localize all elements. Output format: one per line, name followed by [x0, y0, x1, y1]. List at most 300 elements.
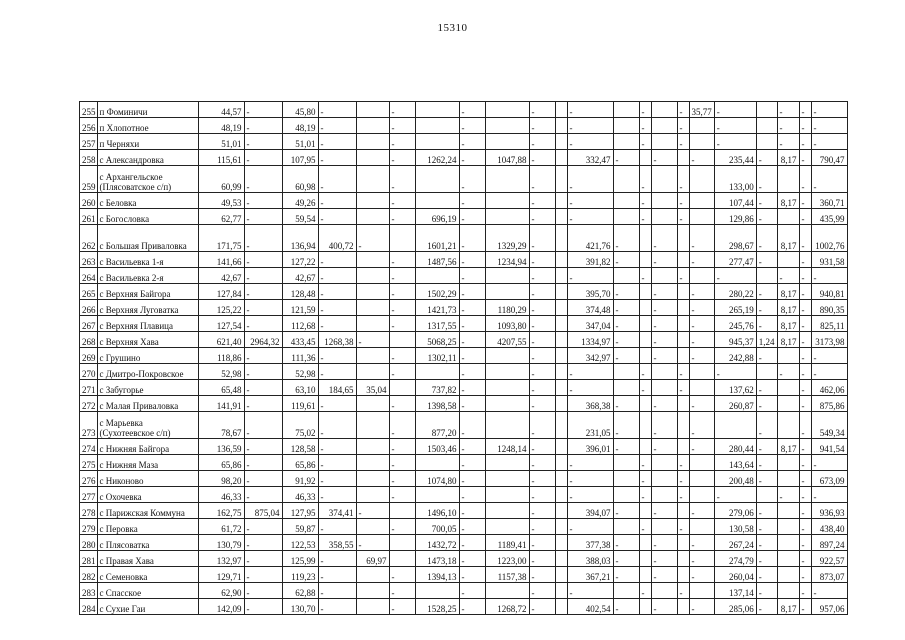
- settlement-name: с Верхняя Хава: [97, 332, 198, 348]
- value-cell: [651, 268, 677, 284]
- value-cell: 129,86: [714, 209, 756, 225]
- value-cell: 1234,94: [485, 252, 529, 268]
- value-cell: [555, 583, 567, 599]
- value-cell: -: [756, 166, 777, 193]
- value-cell: 46,33: [198, 487, 244, 503]
- value-cell: 128,58: [282, 439, 318, 455]
- value-cell: [555, 209, 567, 225]
- value-cell: [555, 503, 567, 519]
- value-cell: [485, 471, 529, 487]
- value-cell: -: [529, 380, 555, 396]
- value-cell: -: [799, 166, 811, 193]
- table-row: [80, 316, 848, 332]
- value-cell: -: [529, 396, 555, 412]
- value-cell: [613, 583, 639, 599]
- settlement-name: с Большая Приваловка: [97, 225, 198, 252]
- value-cell: -: [389, 519, 415, 535]
- settlement-name: с Малая Приваловка: [97, 396, 198, 412]
- value-cell: 127,54: [198, 316, 244, 332]
- value-cell: -: [677, 209, 689, 225]
- value-cell: [689, 583, 714, 599]
- value-cell: -: [689, 567, 714, 583]
- settlement-name: с Архангельское (Плясоватское с/п): [97, 166, 198, 193]
- value-cell: -: [318, 551, 356, 567]
- value-cell: -: [756, 300, 777, 316]
- value-cell: -: [389, 316, 415, 332]
- value-cell: -: [689, 412, 714, 439]
- value-cell: -: [613, 316, 639, 332]
- value-cell: -: [714, 487, 756, 503]
- value-cell: -: [389, 471, 415, 487]
- value-cell: [485, 519, 529, 535]
- value-cell: -: [651, 503, 677, 519]
- value-cell: -: [799, 455, 811, 471]
- value-cell: [677, 252, 689, 268]
- value-cell: -: [613, 150, 639, 166]
- value-cell: 3173,98: [811, 332, 847, 348]
- table-row: [80, 134, 848, 150]
- value-cell: -: [799, 583, 811, 599]
- value-cell: 1432,72: [415, 535, 459, 551]
- value-cell: -: [567, 583, 613, 599]
- value-cell: -: [389, 193, 415, 209]
- value-cell: -: [529, 519, 555, 535]
- value-cell: -: [777, 134, 799, 150]
- value-cell: -: [529, 535, 555, 551]
- value-cell: -: [356, 225, 389, 252]
- value-cell: 8,17: [777, 439, 799, 455]
- value-cell: -: [567, 209, 613, 225]
- value-cell: [689, 268, 714, 284]
- value-cell: 129,71: [198, 567, 244, 583]
- settlement-name: п Фоминичи: [97, 102, 198, 118]
- value-cell: -: [529, 487, 555, 503]
- value-cell: -: [567, 380, 613, 396]
- value-cell: 60,99: [198, 166, 244, 193]
- value-cell: [689, 364, 714, 380]
- value-cell: 277,47: [714, 252, 756, 268]
- value-cell: -: [244, 412, 282, 439]
- value-cell: 8,17: [777, 150, 799, 166]
- value-cell: -: [318, 583, 356, 599]
- value-cell: 121,59: [282, 300, 318, 316]
- value-cell: -: [639, 193, 651, 209]
- value-cell: -: [651, 150, 677, 166]
- value-cell: 127,84: [198, 284, 244, 300]
- value-cell: 59,87: [282, 519, 318, 535]
- value-cell: 298,67: [714, 225, 756, 252]
- value-cell: 65,48: [198, 380, 244, 396]
- value-cell: -: [651, 412, 677, 439]
- value-cell: -: [677, 471, 689, 487]
- value-cell: -: [529, 471, 555, 487]
- value-cell: [714, 412, 756, 439]
- value-cell: 267,24: [714, 535, 756, 551]
- value-cell: 374,41: [318, 503, 356, 519]
- value-cell: 200,48: [714, 471, 756, 487]
- value-cell: [777, 412, 799, 439]
- settlement-name: с Васильевка 2-я: [97, 268, 198, 284]
- value-cell: -: [529, 150, 555, 166]
- value-cell: 1334,97: [567, 332, 613, 348]
- value-cell: -: [244, 439, 282, 455]
- value-cell: -: [318, 300, 356, 316]
- value-cell: [756, 102, 777, 118]
- value-cell: 8,17: [777, 599, 799, 615]
- value-cell: 1189,41: [485, 535, 529, 551]
- table-row: [80, 225, 848, 252]
- value-cell: [485, 503, 529, 519]
- value-cell: -: [529, 412, 555, 439]
- value-cell: 128,48: [282, 284, 318, 300]
- value-cell: 377,38: [567, 535, 613, 551]
- value-cell: -: [613, 225, 639, 252]
- value-cell: 1487,56: [415, 252, 459, 268]
- value-cell: 60,98: [282, 166, 318, 193]
- value-cell: -: [689, 150, 714, 166]
- value-cell: 1002,76: [811, 225, 847, 252]
- value-cell: -: [389, 599, 415, 615]
- value-cell: -: [529, 193, 555, 209]
- value-cell: -: [689, 348, 714, 364]
- row-number: 284: [80, 599, 98, 615]
- value-cell: -: [799, 364, 811, 380]
- value-cell: -: [244, 535, 282, 551]
- settlement-name: с Охочевка: [97, 487, 198, 503]
- value-cell: -: [811, 118, 847, 134]
- value-cell: [639, 412, 651, 439]
- value-cell: -: [651, 225, 677, 252]
- value-cell: -: [714, 364, 756, 380]
- settlement-name: с Семеновка: [97, 567, 198, 583]
- value-cell: [639, 503, 651, 519]
- value-cell: [677, 225, 689, 252]
- value-cell: -: [567, 268, 613, 284]
- value-cell: [677, 599, 689, 615]
- value-cell: [651, 471, 677, 487]
- value-cell: 435,99: [811, 209, 847, 225]
- value-cell: -: [756, 193, 777, 209]
- value-cell: -: [244, 471, 282, 487]
- value-cell: 897,24: [811, 535, 847, 551]
- settlement-name: п Черняхи: [97, 134, 198, 150]
- value-cell: -: [799, 599, 811, 615]
- value-cell: 875,04: [244, 503, 282, 519]
- value-cell: -: [459, 166, 485, 193]
- value-cell: -: [567, 519, 613, 535]
- value-cell: -: [244, 284, 282, 300]
- value-cell: -: [459, 332, 485, 348]
- value-cell: -: [459, 583, 485, 599]
- value-cell: [356, 519, 389, 535]
- value-cell: -: [613, 535, 639, 551]
- value-cell: -: [389, 439, 415, 455]
- value-cell: [639, 284, 651, 300]
- value-cell: [485, 193, 529, 209]
- value-cell: -: [318, 567, 356, 583]
- value-cell: 119,23: [282, 567, 318, 583]
- value-cell: [613, 118, 639, 134]
- value-cell: [777, 396, 799, 412]
- value-cell: [689, 380, 714, 396]
- value-cell: -: [459, 503, 485, 519]
- row-number: 260: [80, 193, 98, 209]
- value-cell: -: [613, 599, 639, 615]
- value-cell: 696,19: [415, 209, 459, 225]
- value-cell: 46,33: [282, 487, 318, 503]
- value-cell: -: [689, 316, 714, 332]
- value-cell: [555, 193, 567, 209]
- value-cell: -: [459, 364, 485, 380]
- value-cell: 400,72: [318, 225, 356, 252]
- value-cell: [677, 332, 689, 348]
- value-cell: 107,95: [282, 150, 318, 166]
- value-cell: -: [651, 284, 677, 300]
- settlement-name: п Хлопотное: [97, 118, 198, 134]
- value-cell: -: [567, 166, 613, 193]
- value-cell: [485, 487, 529, 503]
- value-cell: -: [529, 118, 555, 134]
- value-cell: 957,06: [811, 599, 847, 615]
- value-cell: -: [459, 268, 485, 284]
- value-cell: [485, 134, 529, 150]
- value-cell: [356, 209, 389, 225]
- value-cell: -: [799, 396, 811, 412]
- value-cell: -: [651, 300, 677, 316]
- value-cell: -: [613, 284, 639, 300]
- table-row: [80, 535, 848, 551]
- value-cell: 127,22: [282, 252, 318, 268]
- value-cell: 265,19: [714, 300, 756, 316]
- value-cell: -: [318, 150, 356, 166]
- value-cell: -: [639, 134, 651, 150]
- settlement-name: с Верхняя Луговатка: [97, 300, 198, 316]
- row-number: 257: [80, 134, 98, 150]
- value-cell: -: [318, 252, 356, 268]
- value-cell: -: [244, 225, 282, 252]
- settlement-name: с Перовка: [97, 519, 198, 535]
- value-cell: [639, 439, 651, 455]
- value-cell: -: [318, 471, 356, 487]
- settlement-name: с Марьевка (Сухотеевское с/п): [97, 412, 198, 439]
- value-cell: 122,53: [282, 535, 318, 551]
- value-cell: -: [651, 535, 677, 551]
- value-cell: -: [459, 252, 485, 268]
- table-row: [80, 284, 848, 300]
- value-cell: [651, 193, 677, 209]
- value-cell: -: [756, 209, 777, 225]
- value-cell: -: [756, 535, 777, 551]
- value-cell: -: [529, 316, 555, 332]
- value-cell: 1601,21: [415, 225, 459, 252]
- value-cell: -: [639, 268, 651, 284]
- value-cell: -: [318, 412, 356, 439]
- value-cell: 877,20: [415, 412, 459, 439]
- settlement-name: с Никоново: [97, 471, 198, 487]
- value-cell: -: [459, 316, 485, 332]
- value-cell: 260,04: [714, 567, 756, 583]
- value-cell: -: [613, 439, 639, 455]
- value-cell: -: [318, 519, 356, 535]
- value-cell: 421,76: [567, 225, 613, 252]
- value-cell: -: [389, 364, 415, 380]
- value-cell: 391,82: [567, 252, 613, 268]
- value-cell: 1528,25: [415, 599, 459, 615]
- table-row: [80, 567, 848, 583]
- value-cell: [677, 150, 689, 166]
- row-number: 271: [80, 380, 98, 396]
- value-cell: 621,40: [198, 332, 244, 348]
- value-cell: -: [811, 583, 847, 599]
- table-row: [80, 583, 848, 599]
- value-cell: 332,47: [567, 150, 613, 166]
- table-row: [80, 455, 848, 471]
- value-cell: -: [799, 316, 811, 332]
- row-number: 283: [80, 583, 98, 599]
- value-cell: [415, 166, 459, 193]
- value-cell: -: [811, 487, 847, 503]
- value-cell: -: [459, 535, 485, 551]
- value-cell: -: [714, 102, 756, 118]
- value-cell: [777, 455, 799, 471]
- table-row: [80, 599, 848, 615]
- value-cell: -: [756, 225, 777, 252]
- value-cell: [756, 118, 777, 134]
- value-cell: [356, 487, 389, 503]
- value-cell: -: [389, 102, 415, 118]
- value-cell: -: [756, 396, 777, 412]
- value-cell: [555, 166, 567, 193]
- value-cell: [415, 364, 459, 380]
- value-cell: [555, 412, 567, 439]
- value-cell: 1302,11: [415, 348, 459, 364]
- value-cell: -: [777, 268, 799, 284]
- value-cell: [689, 193, 714, 209]
- value-cell: -: [244, 134, 282, 150]
- value-cell: -: [811, 348, 847, 364]
- value-cell: -: [244, 567, 282, 583]
- value-cell: 125,99: [282, 551, 318, 567]
- settlement-name: с Верхняя Байгора: [97, 284, 198, 300]
- value-cell: -: [799, 284, 811, 300]
- settlement-name: с Александровка: [97, 150, 198, 166]
- value-cell: -: [459, 134, 485, 150]
- value-cell: -: [811, 134, 847, 150]
- value-cell: -: [389, 487, 415, 503]
- table-row: [80, 209, 848, 225]
- value-cell: 78,67: [198, 412, 244, 439]
- settlement-name: с Дмитро-Покровское: [97, 364, 198, 380]
- value-cell: [555, 284, 567, 300]
- value-cell: [356, 348, 389, 364]
- table-row: [80, 166, 848, 193]
- value-cell: [555, 268, 567, 284]
- value-cell: [485, 380, 529, 396]
- table-row: [80, 118, 848, 134]
- value-cell: -: [318, 487, 356, 503]
- value-cell: [689, 487, 714, 503]
- value-cell: -: [799, 300, 811, 316]
- value-cell: -: [639, 487, 651, 503]
- value-cell: [415, 193, 459, 209]
- value-cell: [777, 252, 799, 268]
- value-cell: [415, 102, 459, 118]
- value-cell: -: [529, 134, 555, 150]
- value-cell: [777, 551, 799, 567]
- value-cell: -: [459, 300, 485, 316]
- value-cell: [555, 551, 567, 567]
- value-cell: 35,04: [356, 380, 389, 396]
- value-cell: -: [689, 252, 714, 268]
- value-cell: [356, 102, 389, 118]
- value-cell: -: [799, 471, 811, 487]
- value-cell: 52,98: [198, 364, 244, 380]
- value-cell: -: [613, 503, 639, 519]
- value-cell: [485, 455, 529, 471]
- value-cell: -: [529, 284, 555, 300]
- row-number: 266: [80, 300, 98, 316]
- value-cell: -: [529, 439, 555, 455]
- value-cell: [389, 332, 415, 348]
- value-cell: 61,72: [198, 519, 244, 535]
- value-cell: [485, 348, 529, 364]
- value-cell: -: [529, 225, 555, 252]
- value-cell: -: [756, 316, 777, 332]
- value-cell: -: [459, 193, 485, 209]
- value-cell: 119,61: [282, 396, 318, 412]
- value-cell: -: [811, 102, 847, 118]
- value-cell: 45,80: [282, 102, 318, 118]
- value-cell: [613, 268, 639, 284]
- value-cell: -: [689, 284, 714, 300]
- value-cell: -: [459, 567, 485, 583]
- value-cell: 438,40: [811, 519, 847, 535]
- value-cell: 1262,24: [415, 150, 459, 166]
- value-cell: 44,57: [198, 102, 244, 118]
- value-cell: [651, 102, 677, 118]
- value-cell: [677, 503, 689, 519]
- value-cell: -: [356, 332, 389, 348]
- value-cell: -: [318, 193, 356, 209]
- value-cell: -: [529, 599, 555, 615]
- value-cell: [356, 268, 389, 284]
- value-cell: 1248,14: [485, 439, 529, 455]
- table-body: [80, 102, 848, 615]
- value-cell: [639, 300, 651, 316]
- value-cell: [689, 471, 714, 487]
- value-cell: 360,71: [811, 193, 847, 209]
- value-cell: [356, 455, 389, 471]
- value-cell: [677, 300, 689, 316]
- row-number: 267: [80, 316, 98, 332]
- value-cell: [639, 252, 651, 268]
- value-cell: [639, 225, 651, 252]
- value-cell: -: [567, 455, 613, 471]
- value-cell: 1421,73: [415, 300, 459, 316]
- value-cell: -: [613, 252, 639, 268]
- value-cell: [555, 134, 567, 150]
- value-cell: 1317,55: [415, 316, 459, 332]
- value-cell: -: [318, 102, 356, 118]
- value-cell: [651, 134, 677, 150]
- value-cell: [356, 599, 389, 615]
- value-cell: -: [459, 455, 485, 471]
- value-cell: -: [389, 166, 415, 193]
- value-cell: [415, 268, 459, 284]
- value-cell: 91,92: [282, 471, 318, 487]
- value-cell: -: [639, 209, 651, 225]
- value-cell: -: [244, 364, 282, 380]
